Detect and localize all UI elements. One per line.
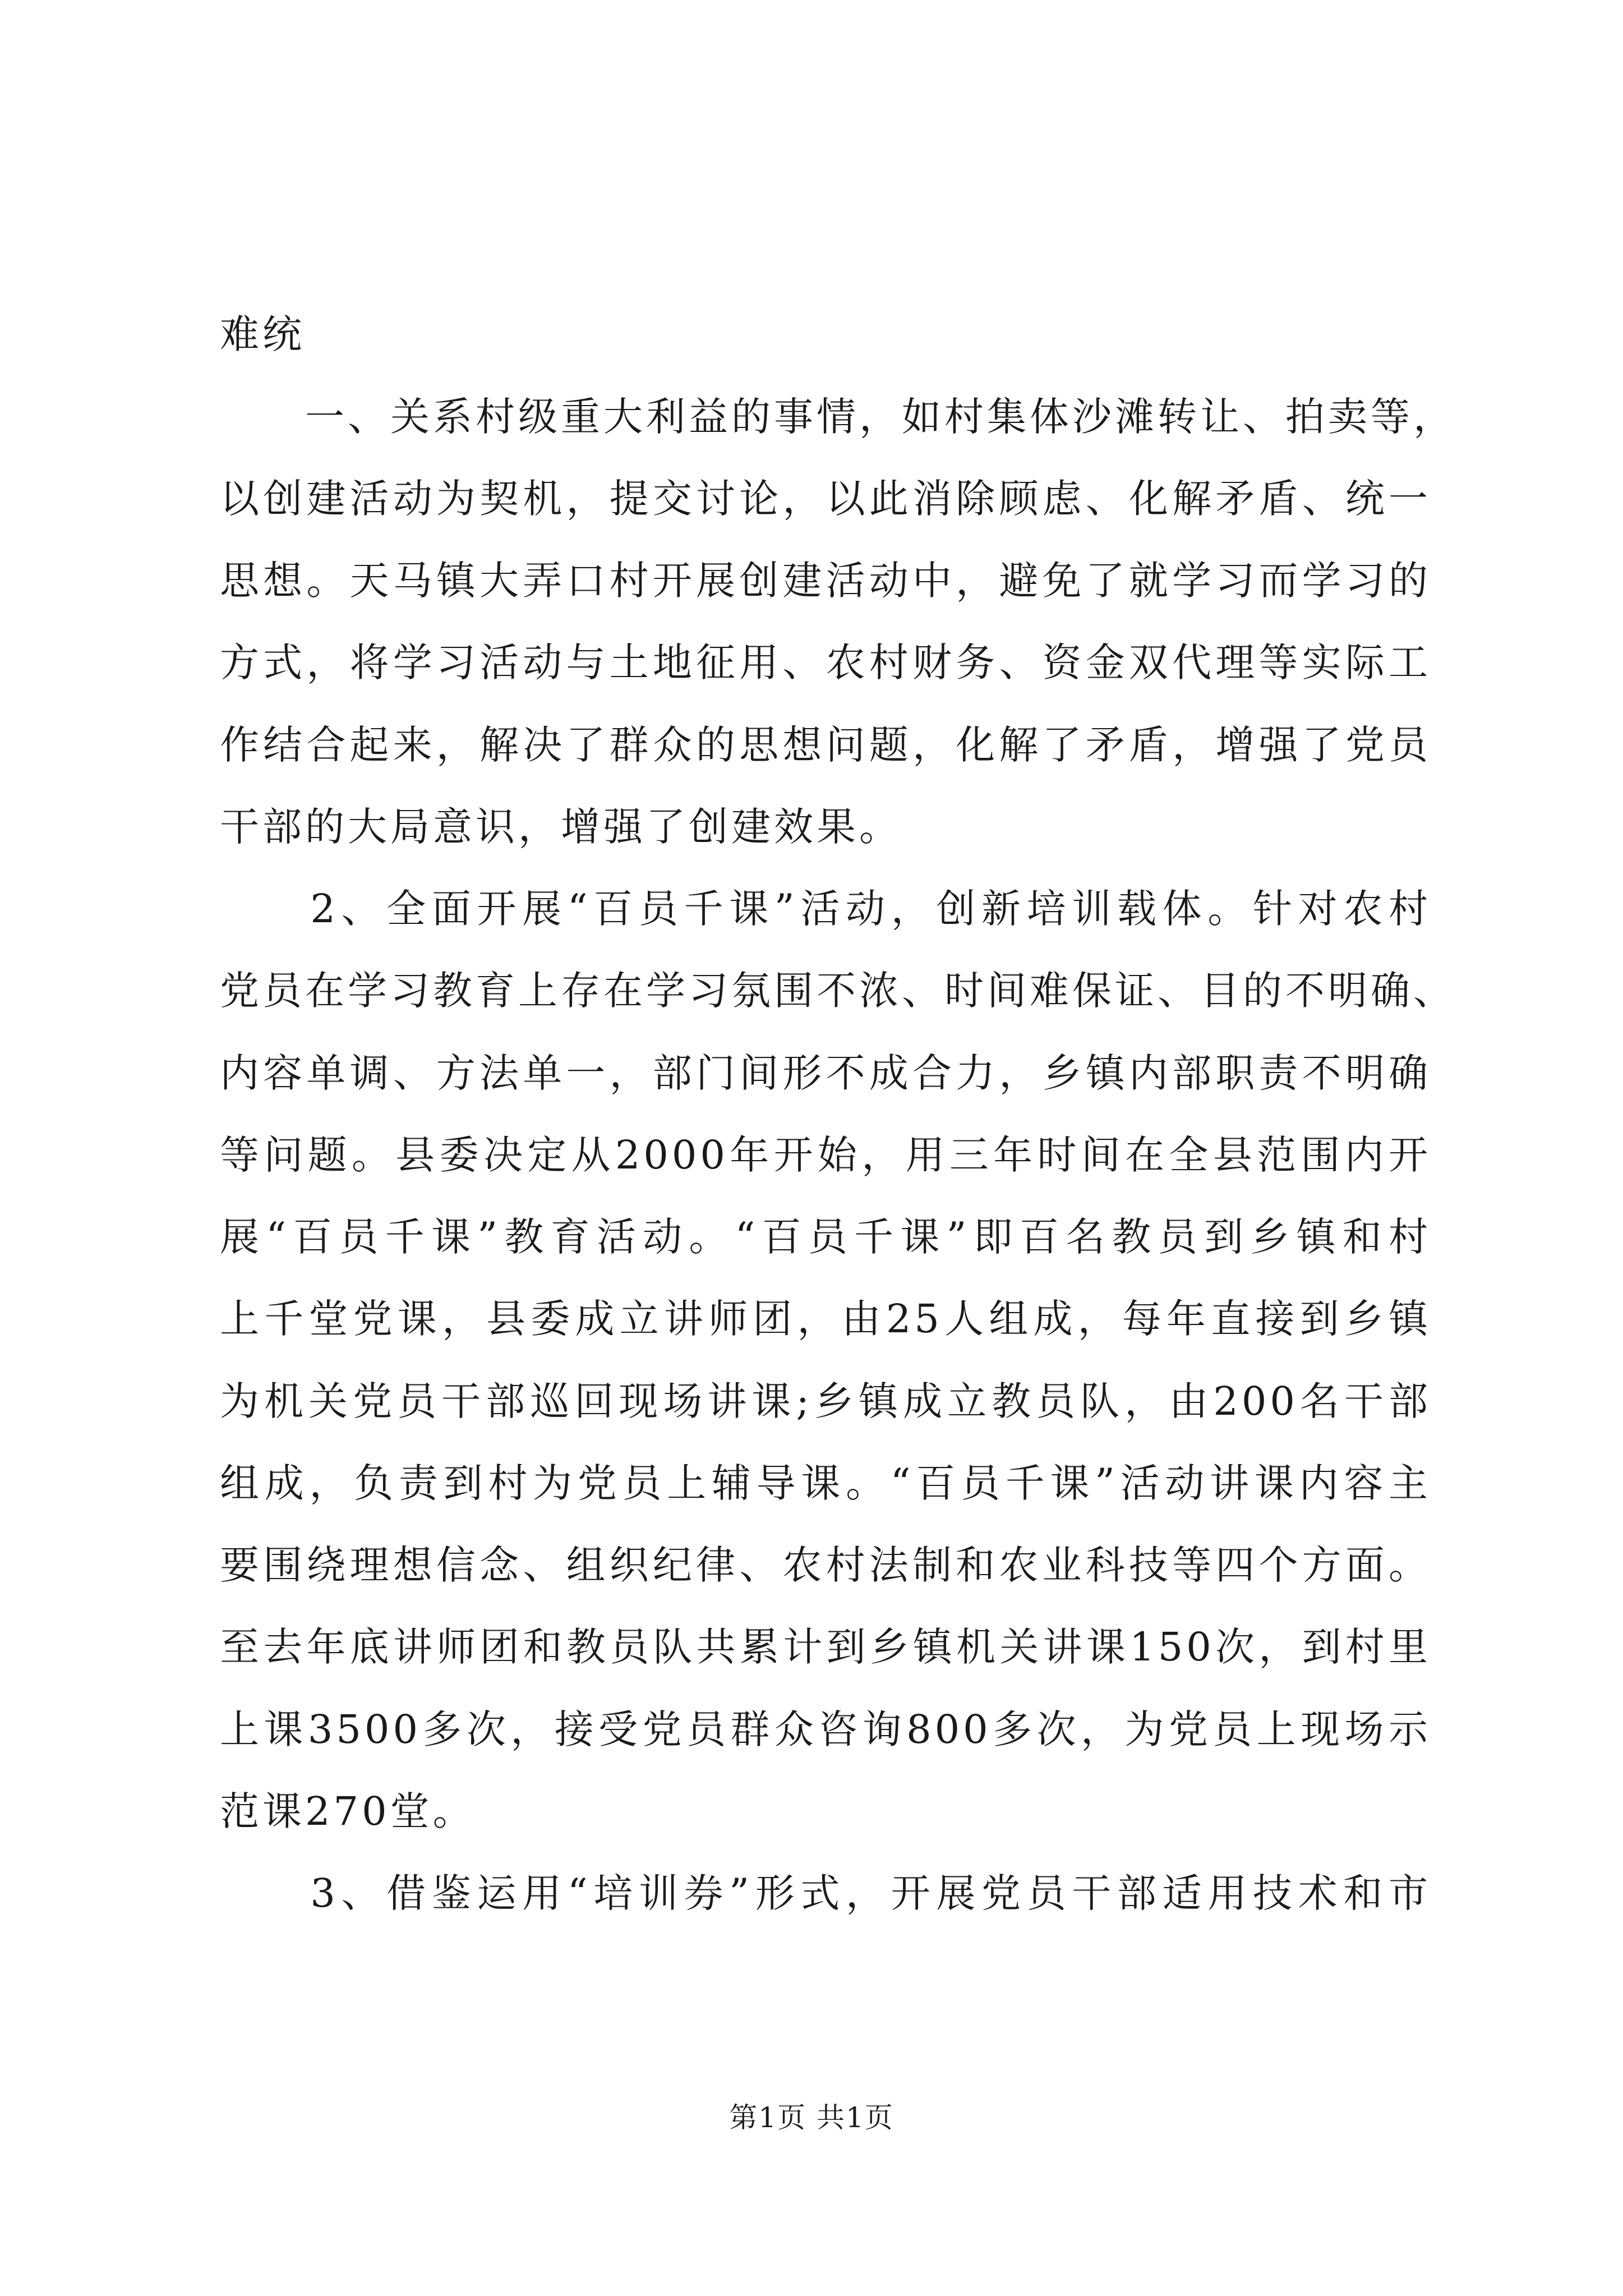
text-line: 等问题。县委决定从2000年开始，用三年时间在全县范围内开: [220, 1132, 1431, 1178]
text-line: 展“百员千课”教育活动。“百员千课”即百名教员到乡镇和村: [220, 1214, 1431, 1260]
page-footer: 第1页 共1页: [729, 2101, 894, 2134]
text-line: 思想。天马镇大弄口村开展创建活动中，避免了就学习而学习的: [220, 558, 1431, 604]
text-line: 一、关系村级重大利益的事情，如村集体沙滩转让、拍卖等，: [220, 394, 1456, 440]
text-line: 难统: [220, 311, 305, 357]
text-line: 至去年底讲师团和教员队共累计到乡镇机关讲课150次，到村里: [220, 1624, 1431, 1670]
text-line: 为机关党员干部巡回现场讲课;乡镇成立教员队，由200名干部: [220, 1378, 1431, 1424]
text-line: 组成，负责到村为党员上辅导课。“百员千课”活动讲课内容主: [220, 1460, 1431, 1506]
text-line: 内容单调、方法单一，部门间形不成合力，乡镇内部职责不明确: [220, 1050, 1431, 1096]
text-line: 上课3500多次，接受党员群众咨询800多次，为党员上现场示: [220, 1706, 1431, 1752]
text-line: 干部的大局意识，增强了创建效果。: [220, 804, 902, 850]
text-line: 要围绕理想信念、组织纪律、农村法制和农业科技等四个方面。: [220, 1542, 1431, 1588]
text-line: 方式，将学习活动与土地征用、农村财务、资金双代理等实际工: [220, 639, 1431, 685]
text-line: 以创建活动为契机，提交讨论，以此消除顾虑、化解矛盾、统一: [220, 476, 1431, 522]
text-line: 范课270堂。: [220, 1788, 476, 1834]
text-line: 3、借鉴运用“培训券”形式，开展党员干部适用技术和市: [220, 1870, 1431, 1916]
text-line: 党员在学习教育上存在学习氛围不浓、时间难保证、目的不明确、: [220, 968, 1456, 1014]
text-line: 上千堂党课，县委成立讲师团，由25人组成，每年直接到乡镇: [220, 1296, 1431, 1342]
text-line: 作结合起来，解决了群众的思想问题，化解了矛盾，增强了党员: [220, 722, 1431, 768]
text-line: 2、全面开展“百员千课”活动，创新培训载体。针对农村: [220, 886, 1431, 932]
